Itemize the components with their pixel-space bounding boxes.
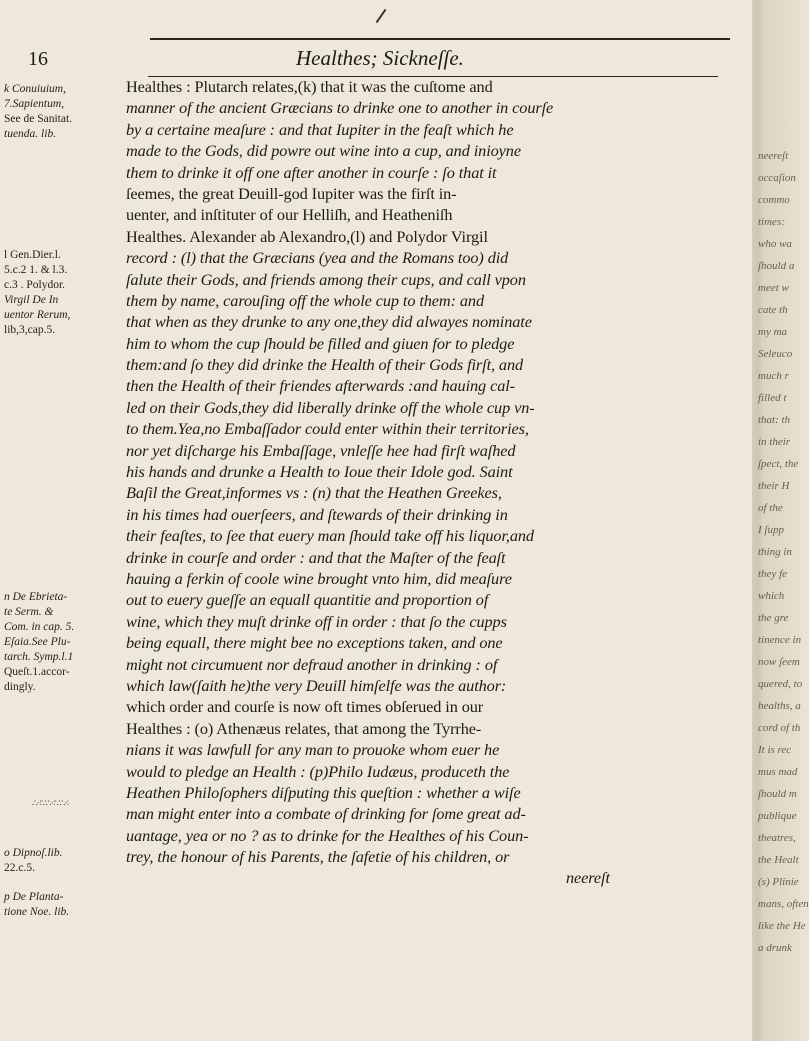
text-line: manner of the ancient Græcians to drinke one to another in courſe	[126, 98, 554, 118]
text-line: Baſil the Great,informes vs : (n) that the Heathen Greekes,	[126, 483, 502, 503]
margin-note-l	[4, 248, 124, 338]
margin-line: n De Ebrieta-	[4, 591, 68, 603]
facing-page-fragment: that: th	[758, 414, 791, 426]
text-line: uenter, and inſtituter of our Helliſh, and Heatheniſh	[126, 205, 453, 225]
facing-page-fragment: cate th	[758, 304, 788, 316]
facing-page-fragment: in their	[758, 436, 791, 448]
text-line: ſeemes, the great Deuill-god Iupiter was the firſt in-	[126, 183, 457, 203]
facing-page-fragment: theatres,	[758, 832, 796, 844]
text-line: hauing a ferkin of coole wine brought vnto him, did meaſure	[126, 568, 512, 588]
text-line: Healthes : (o) Athenæus relates, that among the Tyrrhe-	[126, 718, 482, 738]
text-line: drinke in courſe and order : and that the Maſter of the feaſt	[126, 547, 506, 567]
facing-page-fragment: I ſupp	[758, 524, 784, 536]
text-line: man might enter into a combate of drinking for ſome great ad-	[126, 804, 526, 824]
facing-page-fragment: times:	[758, 216, 785, 228]
text-line: Heathen Philoſophers diſputing this queſtion : whether a wiſe	[126, 782, 521, 802]
facing-page-fragment: now ſeem	[758, 656, 800, 668]
facing-page-fragment: quered, to	[758, 678, 803, 690]
facing-page-fragment: the Healt	[758, 854, 799, 866]
facing-page-fragment: (s) Plinie	[758, 876, 799, 888]
facing-page-fragment: mans, often	[758, 898, 809, 910]
facing-page-fragment: which	[758, 590, 785, 602]
text-line: him to whom the cup ſhould be filled and giuen for to pledge	[126, 333, 515, 353]
margin-line: tione Noe. lib.	[4, 906, 70, 918]
facing-page-fragment: the gre	[758, 612, 789, 624]
facing-page-fragment: like the He	[758, 920, 806, 932]
text-line: in his times had ouerſeers, and ſtewards of their drinking in	[126, 504, 508, 524]
running-head: Healthes; Sickneſſe.	[296, 46, 464, 70]
text-line: to them.Yea,no Embaſſador could enter within their territories,	[126, 419, 529, 439]
margin-line: te Serm. &	[4, 606, 54, 618]
text-line: then the Health of their friendes afterwards :and hauing cal-	[126, 376, 515, 396]
text-line: his hands and drunke a Health to Ioue their Idole god. Saint	[126, 462, 513, 482]
margin-line: Queſt.1.accor-	[4, 666, 70, 678]
facing-page-fragment: neereſt	[758, 150, 789, 162]
facing-page-fragment: ſpect, the	[758, 458, 799, 470]
margin-line: See de Sanitat.	[4, 113, 73, 125]
facing-page-fragment: ſhould a	[758, 260, 795, 272]
text-line: led on their Gods,they did liberally drinke off the whole cup vn-	[126, 397, 535, 417]
text-line: nians it was lawfull for any man to prouoke whom euer he	[126, 740, 500, 760]
facing-page-fragment: It is rec	[758, 744, 792, 756]
facing-page-fragment: mus mad	[758, 766, 798, 778]
text-line: their feaſtes, to ſee that euery man ſhould take off his liquor,and	[126, 526, 534, 546]
text-line: ſalute their Gods, and friends among their cups, and call vpon	[126, 269, 526, 289]
facing-page-fragment: my ma	[758, 326, 788, 338]
margin-line: Virgil De In	[4, 294, 59, 306]
text-line: them to drinke it off one after another in courſe : ſo that it	[126, 162, 497, 182]
margin-note-n	[4, 590, 124, 695]
facing-page-fragment: publique	[758, 810, 797, 822]
text-line: Healthes : Plutarch relates,(k) that it was the cuſtome and	[126, 77, 493, 96]
margin-line: 5.c.2 1. & l.3.	[4, 264, 68, 276]
facing-page-fragment: their H	[758, 480, 790, 492]
facing-page-fragment: tinence in	[758, 634, 802, 646]
margin-line: p De Planta-	[4, 891, 64, 903]
facing-page-fragment: occaſion	[758, 172, 796, 184]
margin-note-p	[4, 890, 124, 920]
margin-line: Eſaia.See Plu-	[4, 636, 71, 648]
facing-page-fragment: they fe	[758, 568, 788, 580]
facing-page-fragment: ſhould m	[758, 788, 797, 800]
body-text	[126, 76, 732, 889]
text-line: which order and courſe is now oft times obſerued in our	[126, 697, 484, 717]
catchword: neereſt	[566, 868, 610, 888]
page-header	[0, 40, 752, 78]
margin-line: k Conuiuium,	[4, 83, 66, 95]
margin-line: l Gen.Dier.l.	[4, 249, 61, 261]
margin-line: lib,3,cap.5.	[4, 324, 56, 336]
text-line: being equall, there might bee no exceptions taken, and one	[126, 633, 503, 653]
ink-mark	[376, 9, 387, 23]
facing-page-fragment: who wa	[758, 238, 792, 250]
text-line: record : (l) that the Græcians (yea and the Romans too) did	[126, 248, 509, 268]
facing-page-fragment: Seleuco	[758, 348, 793, 360]
margin-line: tarch. Symp.l.1	[4, 651, 74, 663]
text-line: them:and ſo they did drinke the Health of their Gods firſt, and	[126, 355, 524, 375]
facing-page-fragment: filled t	[758, 392, 787, 404]
text-line: made to the Gods, did powre out wine into a cup, and inioyne	[126, 141, 521, 161]
facing-page-edge	[752, 0, 809, 1041]
facing-page-fragment: cord of th	[758, 722, 801, 734]
text-line: might not circumuent nor defraud another in drinking : of	[126, 654, 498, 674]
margin-line: 22.c.5.	[4, 862, 35, 874]
facing-page-fragment: commo	[758, 194, 790, 206]
text-line: out to euery gueſſe an equall quantitie and proportion of	[126, 590, 489, 610]
text-line: Healthes. Alexander ab Alexandro,(l) and Polydor Virgil	[126, 226, 488, 246]
margin-line: uentor Rerum,	[4, 309, 71, 321]
page-number: 16	[28, 48, 48, 70]
margin-line: o Dipnoſ.lib.	[4, 847, 63, 859]
printer-ornament: ∴⁖∵∴⁖∵∴⁖	[32, 798, 69, 808]
text-line: would to pledge an Health : (p)Philo Iudæus, produceth the	[126, 761, 510, 781]
text-line: wine, which they muſt drinke off in order : that ſo the cupps	[126, 611, 507, 631]
text-line: trey, the honour of his Parents, the ſafetie of his children, or	[126, 847, 510, 867]
margin-line: c.3 . Polydor.	[4, 279, 66, 291]
margin-line: dingly.	[4, 681, 36, 693]
text-line: uantage, yea or no ? as to drinke for the Healthes of his Coun-	[126, 825, 529, 845]
text-line: them by name, carouſing off the whole cup to them: and	[126, 290, 484, 310]
facing-page-fragment: meet w	[758, 282, 789, 294]
facing-page-fragment: a drunk	[758, 942, 792, 954]
facing-page-fragment: much r	[758, 370, 789, 382]
text-line: that when as they drunke to any one,they did alwayes nominate	[126, 312, 532, 332]
margin-line: 7.Sapientum,	[4, 98, 65, 110]
text-line: nor yet diſcharge his Embaſſage, vnleſſe hee had firſt waſhed	[126, 440, 516, 460]
margin-note-o	[4, 846, 124, 876]
facing-page-fragment: thing in	[758, 546, 792, 558]
text-line: by a certaine meaſure : and that Iupiter in the feaſt which he	[126, 119, 514, 139]
margin-note-k	[4, 82, 124, 142]
margin-line: Com. in cap. 5.	[4, 621, 75, 633]
facing-page-fragment: healths, a	[758, 700, 801, 712]
facing-page-fragment: of the	[758, 502, 783, 514]
margin-line: tuenda. lib.	[4, 128, 57, 140]
text-line: which law(ſaith he)the very Deuill himſelfe was the author:	[126, 675, 507, 695]
